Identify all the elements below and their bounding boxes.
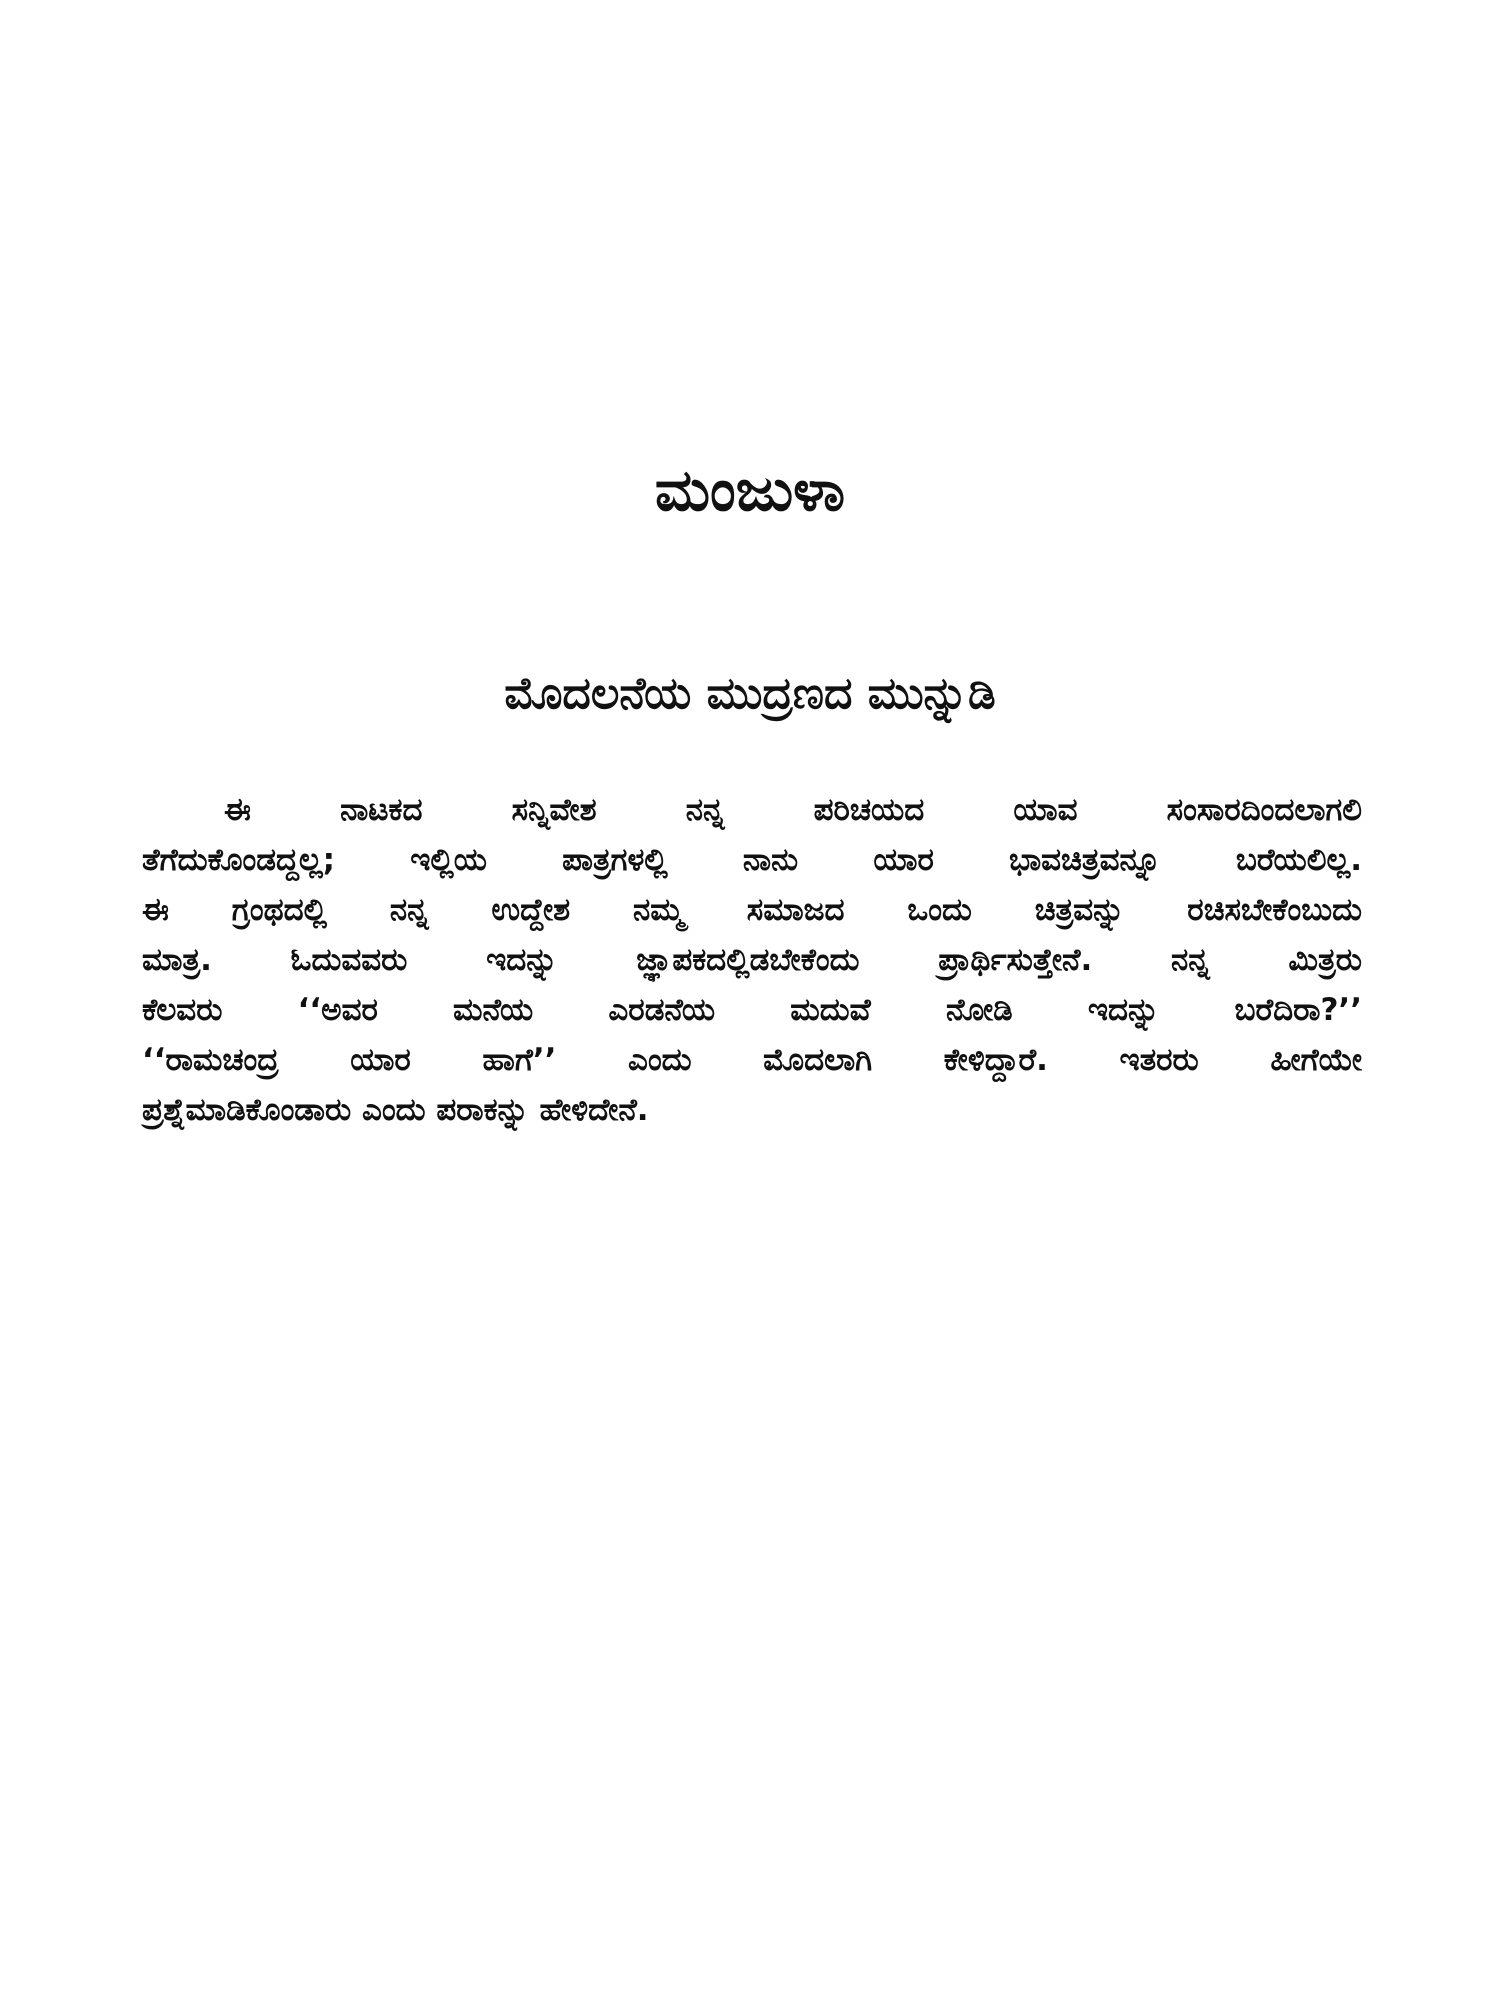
- section-heading: ಮೊದಲನೆಯ ಮುದ್ರಣದ ಮುನ್ನುಡಿ: [504, 668, 996, 719]
- paragraph-line: ಪ್ರಶ್ನೆಮಾಡಿಕೊಂಡಾರು ಎಂದು ಪರಾಕನ್ನು ಹೇಳಿದೇನೆ.: [142, 1092, 649, 1128]
- paragraph-line: ಮಾತ್ರ. ಓದುವವರು ಇದನ್ನು ಜ್ಞಾಪಕದಲ್ಲಿಡಬೇಕೆಂದು ಪ್ರಾರ್ಥಿಸುತ್ತೇನೆ. ನನ್ನ ಮಿತ್ರರು: [142, 942, 1362, 978]
- preface-paragraph: [142, 785, 1362, 1135]
- paragraph-line: ತೆಗೆದುಕೊಂಡದ್ದಲ್ಲ; ಇಲ್ಲಿಯ ಪಾತ್ರಗಳಲ್ಲಿ ನಾನು ಯಾರ ಭಾವಚಿತ್ರವನ್ನೂ ಬರೆಯಲಿಲ್ಲ.: [142, 842, 1362, 878]
- paragraph-line: ಕೆಲವರು ‘‘ಅವರ ಮನೆಯ ಎರಡನೆಯ ಮದುವೆ ನೋಡಿ ಇದನ್ನು ಬರೆದಿರಾ?’’: [142, 992, 1362, 1028]
- paragraph-line: ಈ ನಾಟಕದ ಸನ್ನಿವೇಶ ನನ್ನ ಪರಿಚಯದ ಯಾವ ಸಂಸಾರದಿಂದಲಾಗಲಿ: [224, 792, 1362, 828]
- paragraph-line: ‘‘ರಾಮಚಂದ್ರ ಯಾರ ಹಾಗೆ’’ ಎಂದು ಮೊದಲಾಗಿ ಕೇಳಿದ್ದಾರೆ. ಇತರರು ಹೀಗೆಯೇ: [142, 1042, 1362, 1078]
- page-title: ಮಂಜುಳಾ: [654, 456, 846, 524]
- paragraph-line: ಈ ಗ್ರಂಥದಲ್ಲಿ ನನ್ನ ಉದ್ದೇಶ ನಮ್ಮ ಸಮಾಜದ ಒಂದು ಚಿತ್ರವನ್ನು ರಚಿಸಬೇಕೆಂಬುದು: [142, 892, 1362, 928]
